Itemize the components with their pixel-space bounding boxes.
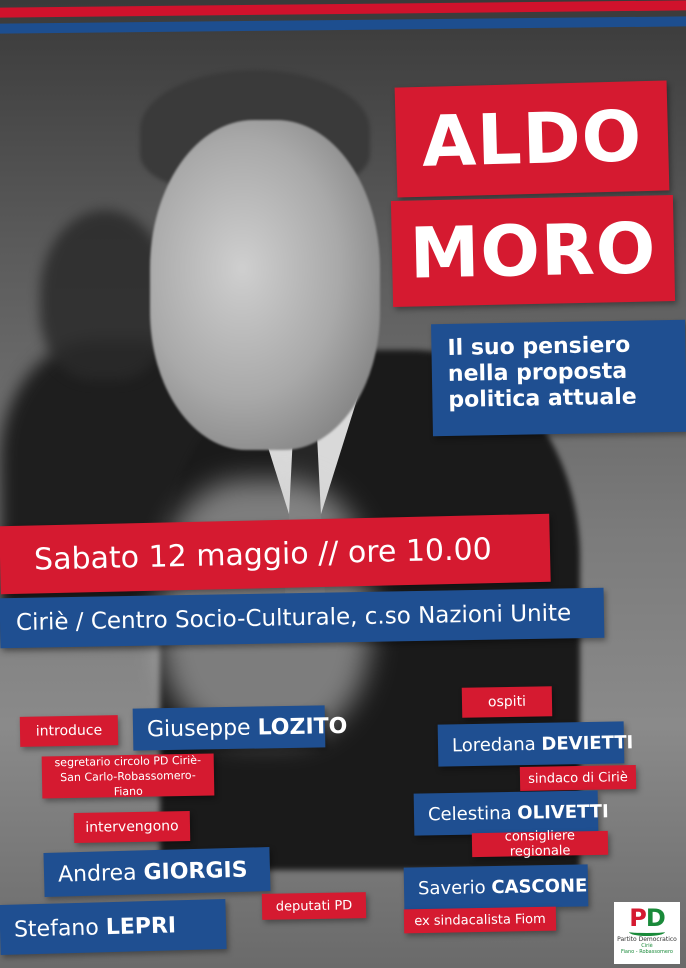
deputati-label: deputati PD <box>262 892 366 920</box>
speaker-1-last-name: GIORGIS <box>143 857 248 885</box>
speaker-1-first-name: Andrea <box>57 860 137 888</box>
pd-logo <box>614 902 680 964</box>
event-place: Ciriè / Centro Socio-Culturale, c.so Nazioni Unite <box>0 588 604 649</box>
guest-3-role: ex sindacalista Fiom <box>404 907 556 934</box>
event-date: Sabato 12 maggio // ore 10.00 <box>0 514 551 594</box>
introducer-first-name: Giuseppe <box>146 715 251 742</box>
guest-3-last-name: CASCONE <box>491 874 588 898</box>
subtitle-box <box>431 320 686 436</box>
pd-logo-branch-2: Fiano - Robassomero <box>621 949 673 955</box>
pd-logo-mark: PD <box>629 904 665 932</box>
guest-1-role: sindaco di Ciriè <box>520 765 636 791</box>
guest-3-name <box>404 864 589 909</box>
pd-logo-branch-1: Ciriè <box>641 943 653 949</box>
title-line-2: MORO <box>391 195 675 307</box>
guest-3-first-name: Saverio <box>417 876 486 899</box>
guest-1-first-name: Loredana <box>451 733 536 756</box>
subtitle-line-1: Il suo pensiero <box>447 332 631 361</box>
portrait-face <box>150 120 380 450</box>
introducer-role-line-2: San Carlo-Robassomero-Fiano <box>60 768 196 798</box>
red-stripe <box>0 0 686 18</box>
olive-branch-icon <box>629 928 665 936</box>
ospiti-label: ospiti <box>462 686 553 718</box>
speaker-2-name <box>0 899 227 955</box>
introduce-label: introduce <box>20 715 119 747</box>
guest-2-role: consigliere regionale <box>472 831 608 857</box>
guest-2-last-name: OLIVETTI <box>517 800 609 824</box>
speaker-2-last-name: LEPRI <box>105 912 177 940</box>
pd-logo-text: Partito Democratico <box>617 936 677 943</box>
introducer-name <box>133 705 348 750</box>
introducer-last-name: LOZITO <box>257 713 348 740</box>
guest-2-first-name: Celestina <box>427 802 512 825</box>
guest-1-name <box>438 721 634 766</box>
blue-stripe <box>0 16 686 34</box>
intervengono-label: intervengono <box>74 811 191 843</box>
guest-1-last-name: DEVIETTI <box>541 731 634 755</box>
subtitle-line-3: politica attuale <box>448 384 637 413</box>
title-line-1: ALDO <box>395 80 670 197</box>
speaker-2-first-name: Stefano <box>13 914 100 943</box>
introducer-role-line-1: segretario circolo PD Ciriè- <box>54 753 202 769</box>
top-stripes <box>0 0 686 38</box>
speaker-1-name <box>43 847 270 897</box>
introducer-role <box>42 754 215 799</box>
subtitle-line-2: nella proposta <box>447 358 628 387</box>
